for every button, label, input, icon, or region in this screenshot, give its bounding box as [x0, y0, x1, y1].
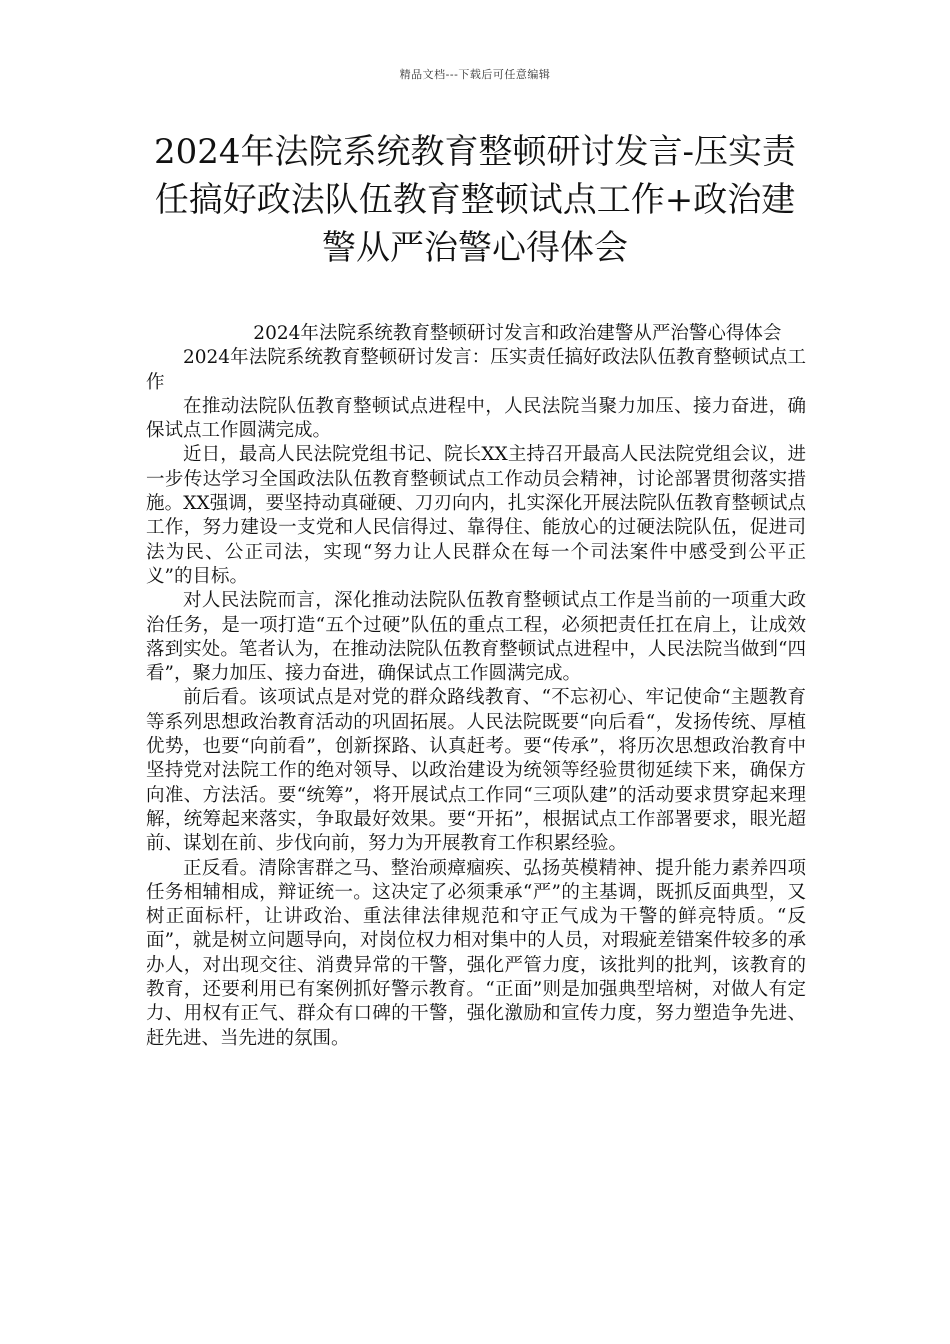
body-paragraph: 对人民法院而言，深化推动法院队伍教育整顿试点工作是当前的一项重大政治任务，是一项打造“五个过硬”队伍的重点工程，必须把责任扛在肩上，让成效落到实处。笔者认为，在推动法院队伍教育整顿试点进程中，人民法院当做到“四看”，聚力加压、接力奋进，确保试点工作圆满完成。 — [146, 590, 806, 685]
document-title: 2024年法院系统教育整顿研讨发言-压实责任搞好政法队伍教育整顿试点工作+政治建警从严治警心得体会 — [153, 132, 796, 268]
body-paragraph: 近日，最高人民法院党组书记、院长XX主持召开最高人民法院党组会议，进一步传达学习全国政法队伍教育整顿试点工作动员会精神，讨论部署贯彻落实措施。XX强调，要坚持动真碰硬、刀刃向内，扎实深化开展法院队伍教育整顿试点工作，努力建设一支党和人民信得过、靠得住、能放心的过硬法院队伍，促进司法为民、公正司法，实现“努力让人民群众在每一个司法案件中感受到公平正义”的目标。 — [146, 444, 806, 587]
body-paragraph: 2024年法院系统教育整顿研讨发言和政治建警从严治警心得体会 — [253, 323, 782, 344]
header-note: 精品文档---下载后可任意编辑 — [399, 68, 551, 81]
body-paragraph: 2024年法院系统教育整顿研讨发言：压实责任搞好政法队伍教育整顿试点工作 — [146, 347, 806, 393]
body-paragraph: 前后看。该项试点是对党的群众路线教育、“不忘初心、牢记使命“主题教育等系列思想政治教育活动的巩固拓展。人民法院既要“向后看“，发扬传统、厚植优势，也要“向前看”，创新探路、认真赶考。要“传承”，将历次思想政治教育中坚持党对法院工作的绝对领导、以政治建设为统领等经验贯彻延续下来，确保方向准、方法活。要“统筹”，将开展试点工作同“三项队建”的活动要求贯穿起来理解，统筹起来落实，争取最好效果。要“开拓”，根据试点工作部署要求，眼光超前、谋划在前、步伐向前，努力为开展教育工作积累经验。 — [146, 687, 806, 855]
body-paragraph: 在推动法院队伍教育整顿试点进程中，人民法院当聚力加压、接力奋进，确保试点工作圆满完成。 — [146, 395, 806, 442]
document-body — [146, 322, 806, 1051]
body-paragraph: 正反看。清除害群之马、整治顽瘴痼疾、弘扬英模精神、提升能力素养四项任务相辅相成，辩证统一。这决定了必须秉承“严”的主基调，既抓反面典型，又树正面标杆，让讲政治、重法律法律规范和守正气成为干警的鲜亮特质。“反面”，就是树立问题导向，对岗位权力相对集中的人员，对瑕疵差错案件较多的承办人，对出现交往、消费异常的干警，强化严管力度，该批判的批判，该教育的教育，还要利用已有案例抓好警示教育。“正面”则是加强典型培树，对做人有定力、用权有正气、群众有口碑的干警，强化激励和宣传力度，努力塑造争先进、赶先进、当先进的氛围。 — [146, 857, 806, 1049]
